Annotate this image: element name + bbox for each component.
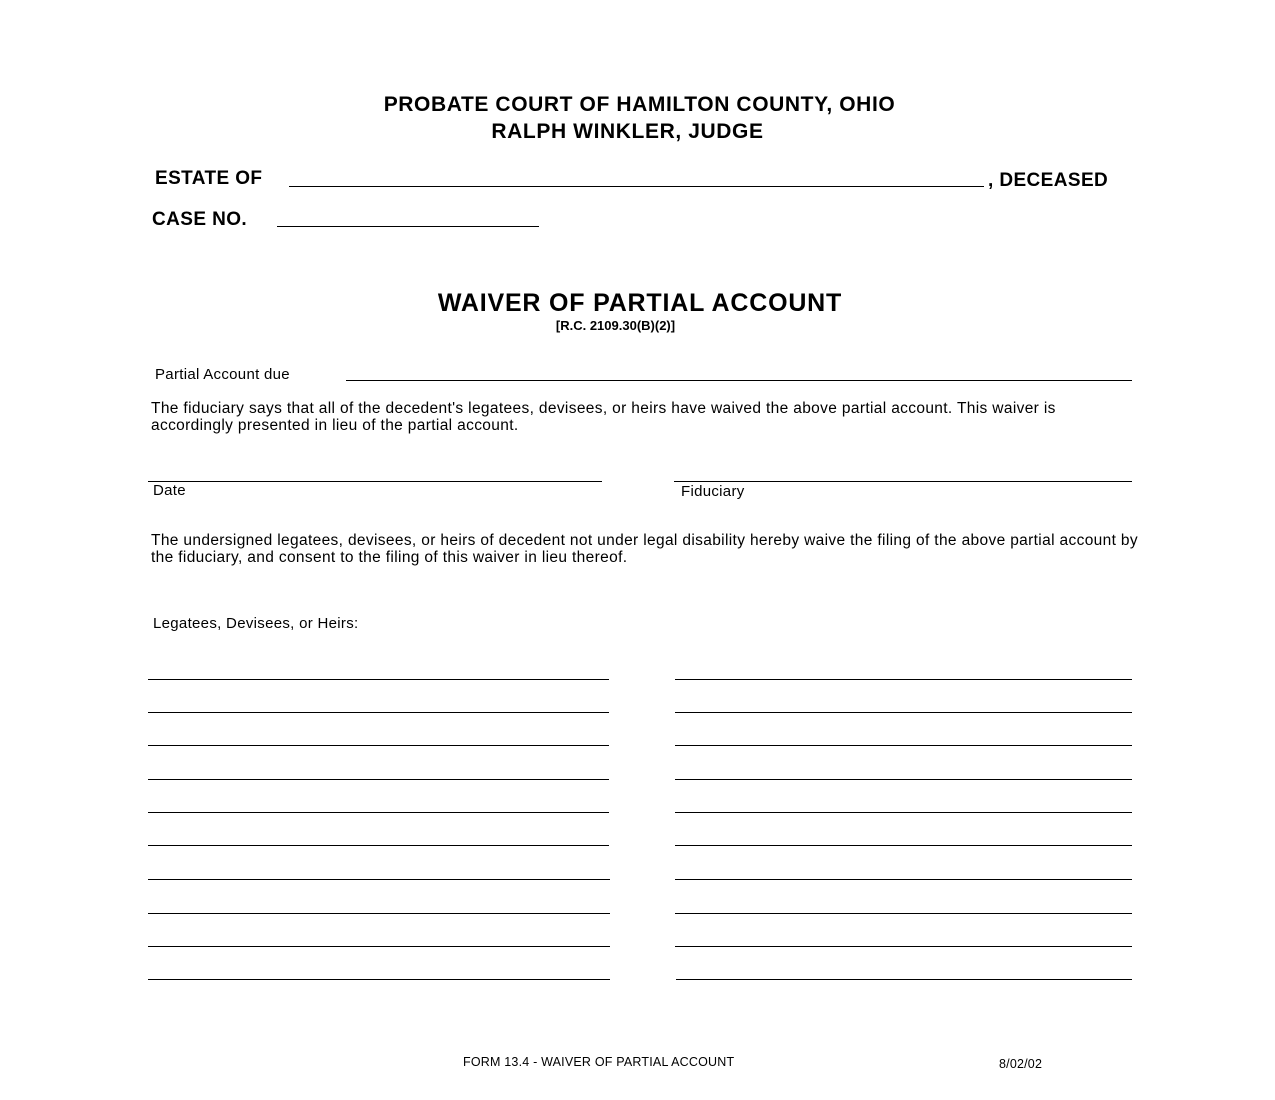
fiduciary-label: Fiduciary — [681, 483, 745, 500]
fiduciary-signature-line[interactable] — [674, 481, 1132, 482]
case-number-field[interactable] — [277, 226, 539, 227]
court-name: PROBATE COURT OF HAMILTON COUNTY, OHIO — [383, 93, 896, 116]
estate-of-label: ESTATE OF — [155, 168, 263, 189]
heir-signature-line[interactable] — [148, 745, 609, 746]
heir-signature-line[interactable] — [148, 679, 609, 680]
heir-signature-line[interactable] — [148, 979, 610, 980]
consent-statement: The undersigned legatees, devisees, or heirs of decedent not under legal disability hereby waive the filing of the above partial account by the fiduciary, and consent to the filing of this waiver in lieu thereof. — [151, 532, 1138, 566]
heir-signature-line[interactable] — [675, 946, 1132, 947]
heir-signature-line[interactable] — [148, 946, 610, 947]
heir-signature-line[interactable] — [148, 712, 609, 713]
heir-signature-line[interactable] — [675, 812, 1132, 813]
form-title: WAIVER OF PARTIAL ACCOUNT — [437, 289, 843, 317]
signers-label: Legatees, Devisees, or Heirs: — [153, 615, 359, 632]
statute-citation: [R.C. 2109.30(B)(2)] — [555, 318, 676, 333]
heir-signature-line[interactable] — [675, 745, 1132, 746]
case-no-label: CASE NO. — [152, 209, 248, 230]
deceased-label: , DECEASED — [988, 170, 1109, 191]
heir-signature-line[interactable] — [675, 679, 1132, 680]
heir-signature-line[interactable] — [148, 879, 610, 880]
heir-signature-line[interactable] — [148, 812, 609, 813]
heir-signature-line[interactable] — [675, 845, 1132, 846]
judge-name: RALPH WINKLER, JUDGE — [491, 120, 764, 143]
date-label: Date — [153, 482, 186, 499]
date-signature-line[interactable] — [148, 481, 602, 482]
heir-signature-line[interactable] — [675, 879, 1132, 880]
heir-signature-line[interactable] — [148, 779, 609, 780]
heir-signature-line[interactable] — [675, 779, 1132, 780]
estate-name-field[interactable] — [289, 186, 984, 187]
heir-signature-line[interactable] — [148, 913, 610, 914]
footer-form-name: FORM 13.4 - WAIVER OF PARTIAL ACCOUNT — [463, 1055, 735, 1069]
partial-account-due-field[interactable] — [346, 380, 1132, 381]
footer-revision-date: 8/02/02 — [999, 1057, 1043, 1071]
heir-signature-line[interactable] — [676, 979, 1132, 980]
heir-signature-line[interactable] — [148, 845, 609, 846]
heir-signature-line[interactable] — [675, 913, 1132, 914]
partial-account-due-label: Partial Account due — [155, 366, 290, 383]
heir-signature-line[interactable] — [675, 712, 1132, 713]
fiduciary-statement: The fiduciary says that all of the decedent's legatees, devisees, or heirs have waived the above partial account. This waiver is accordingly presented in lieu of the partial account. — [151, 400, 1056, 434]
